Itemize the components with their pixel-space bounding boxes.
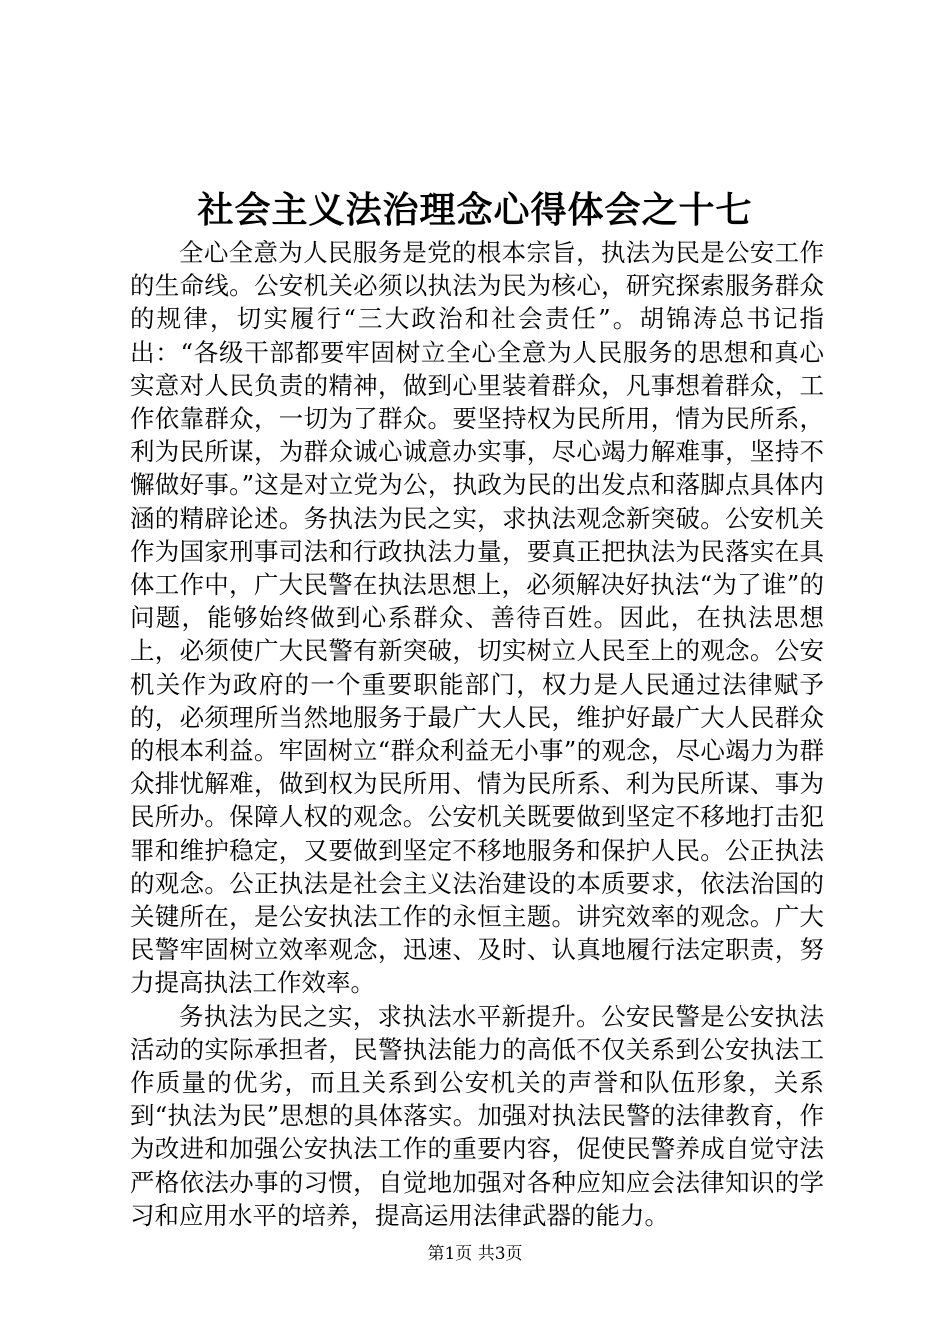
body-paragraph-1: 全心全意为人民服务是党的根本宗旨，执法为民是公安工作的生命线。公安机关必须以执法为民为核心，研究探索服务群众的规律，切实履行“三大政治和社会责任”。胡锦涛总书记指出：“各级干部都要牢固树立全心全意为人民服务的思想和真心实意对人民负责的精神，做到心里装着群众，凡事想着群众，工作依靠群众，一切为了群众。要坚持权为民所用，情为民所系，利为民所谋，为群众诚心诚意办实事，尽心竭力解难事，坚持不懈做好事。”这是对立党为公，执政为民的出发点和落脚点具体内涵的精辟论述。务执法为民之实，求执法观念新突破。公安机关作为国家刑事司法和行政执法力量，要真正把执法为民落实在具体工作中，广大民警在执法思想上，必须解决好执法“为了谁”的问题，能够始终做到心系群众、善待百姓。因此，在执法思想上，必须使广大民警有新突破，切实树立人民至上的观念。公安机关作为政府的一个重要职能部门，权力是人民通过法律赋予的，必须理所当然地服务于最广大人民，维护好最广大人民群众的根本利益。牢固树立“群众利益无小事”的观念，尽心竭力为群众排忧解难，做到权为民所用、情为民所系、利为民所谋、事为民所办。保障人权的观念。公安机关既要做到坚定不移地打击犯罪和维护稳定，又要做到坚定不移地服务和保护人民。公正执法的观念。公正执法是社会主义法治建设的本质要求，依法治国的关键所在，是公安执法工作的永恒主题。讲究效率的观念。广大民警牢固树立效率观念，迅速、及时、认真地履行法定职责，努力提高执法工作效率。 [130,238,824,998]
page-footer: 第1页 共3页 [427,1244,523,1264]
body-paragraph-2: 务执法为民之实，求执法水平新提升。公安民警是公安执法活动的实际承担者，民警执法能力的高低不仅关系到公安执法工作质量的优劣，而且关系到公安机关的声誉和队伍形象，关系到“执法为民”思想的具体落实。加强对执法民警的法律教育，作为改进和加强公安执法工作的重要内容，促使民警养成自觉守法严格依法办事的习惯，自觉地加强对各种应知应会法律知识的学习和应用水平的培养，提高运用法律武器的能力。 [130,1001,824,1230]
document-body [130,236,824,1232]
document-title: 社会主义法治理念心得体会之十七 [197,189,753,231]
